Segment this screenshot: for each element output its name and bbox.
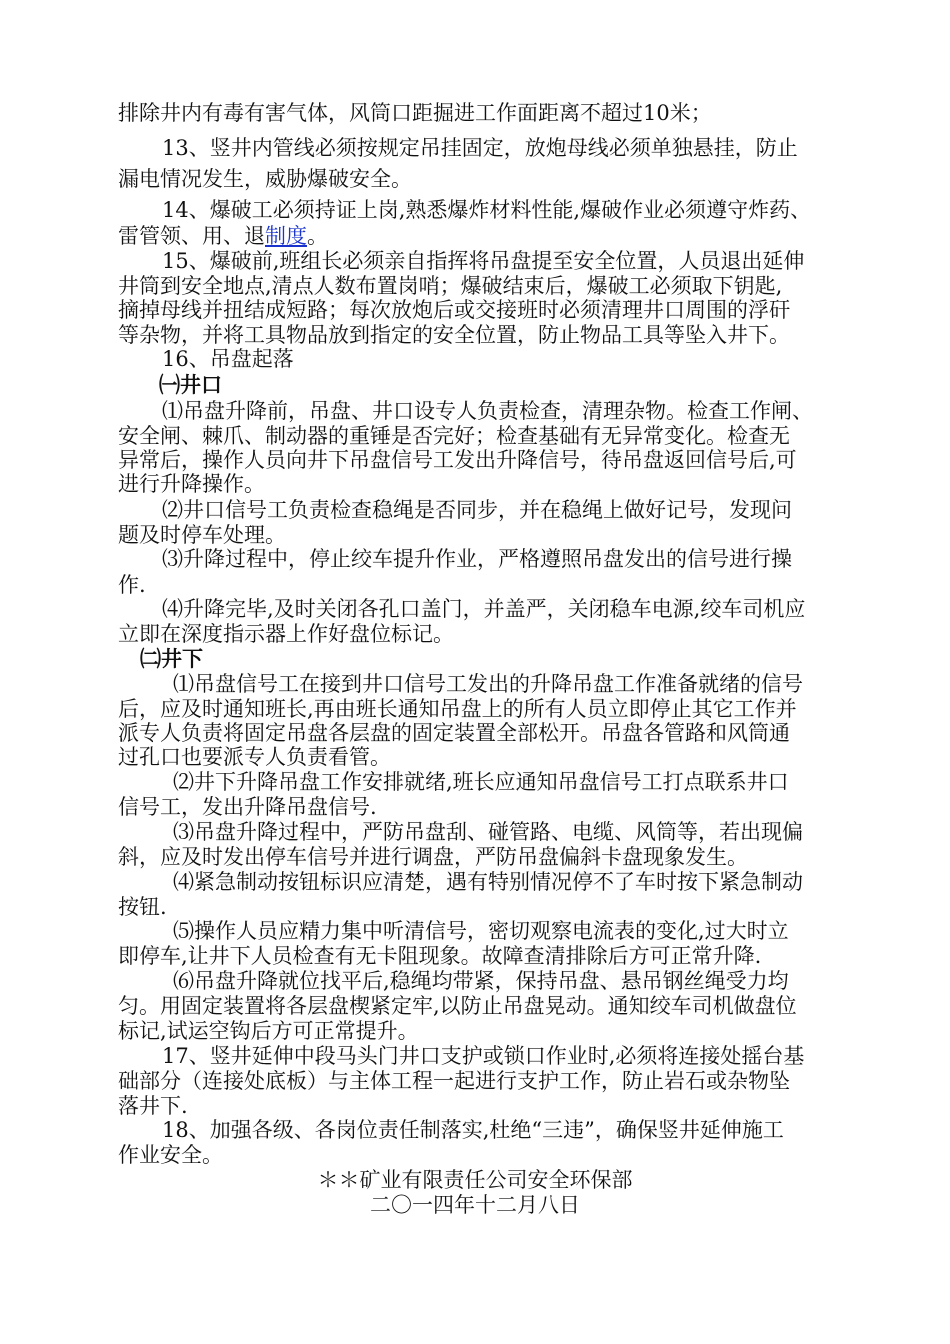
item-15-line-1: 15、爆破前,班组长必须亲自指挥将吊盘提至安全位置，人员退出延伸 bbox=[162, 249, 805, 273]
item-14-line-1: 14、爆破工必须持证上岗,熟悉爆炸材料性能,爆破作业必须遵守炸药、 bbox=[162, 198, 812, 222]
underground-1-line-4: 过孔口也要派专人负责看管。 bbox=[118, 745, 391, 769]
underground-1-line-1: ⑴吊盘信号工在接到井口信号工发出的升降吊盘工作准备就绪的信号 bbox=[173, 672, 803, 696]
wellhead-3-line-1: ⑶升降过程中，停止绞车提升作业，严格遵照吊盘发出的信号进行操 bbox=[162, 547, 792, 571]
underground-4-line-2: 按钮. bbox=[118, 895, 167, 919]
wellhead-1-line-4: 进行升降操作。 bbox=[118, 472, 265, 496]
underground-5-line-1: ⑸操作人员应精力集中听清信号，密切观察电流表的变化,过大时立 bbox=[173, 919, 789, 943]
signature-organization: ＊＊矿业有限责任公司安全环保部 bbox=[317, 1168, 633, 1192]
item-17-line-1: 17、竖井延伸中段马头门井口支护或锁口作业时,必须将连接处摇台基 bbox=[162, 1044, 805, 1068]
wellhead-4-line-1: ⑷升降完毕,及时关闭各孔口盖门，并盖严，关闭稳车电源,绞车司机应 bbox=[162, 597, 806, 621]
signature-date: 二〇一四年十二月八日 bbox=[370, 1193, 580, 1217]
underground-1-line-3: 派专人负责将固定吊盘各层盘的固定装置全部松开。吊盘各管路和风筒通 bbox=[118, 721, 790, 745]
item-18-line-2: 作业安全。 bbox=[118, 1143, 223, 1167]
wellhead-1-line-2: 安全闸、棘爪、制动器的重锤是否完好；检查基础有无异常变化。检查无 bbox=[118, 424, 790, 448]
underground-3-line-1: ⑶吊盘升降过程中，严防吊盘刮、碰管路、电缆、风筒等，若出现偏 bbox=[173, 820, 803, 844]
wellhead-1-line-3: 异常后，操作人员向井下吊盘信号工发出升降信号，待吊盘返回信号后,可 bbox=[118, 448, 797, 472]
underground-3-line-2: 斜，应及时发出停车信号并进行调盘，严防吊盘偏斜卡盘现象发生。 bbox=[118, 845, 748, 869]
wellhead-1-line-1: ⑴吊盘升降前，吊盘、井口设专人负责检查，清理杂物。检查工作闸、 bbox=[162, 399, 813, 423]
item-18-line-1: 18、加强各级、各岗位责任制落实,杜绝“三违”，确保竖井延伸施工 bbox=[162, 1118, 784, 1142]
item-13-line-2: 漏电情况发生，威胁爆破安全。 bbox=[118, 167, 412, 191]
item-16-heading: 16、吊盘起落 bbox=[162, 347, 294, 371]
item-15-line-4: 等杂物，并将工具物品放到指定的安全位置，防止物品工具等坠入井下。 bbox=[118, 323, 790, 347]
section-heading-underground: ㈡井下 bbox=[140, 647, 203, 671]
wellhead-2-line-1: ⑵井口信号工负责检查稳绳是否同步，并在稳绳上做好记号，发现问 bbox=[162, 498, 792, 522]
underground-6-line-2: 匀。用固定装置将各层盘楔紧定牢,以防止吊盘晃动。通知绞车司机做盘位 bbox=[118, 994, 797, 1018]
text-line: 排除井内有毒有害气体，风筒口距掘进工作面距离不超过10米； bbox=[118, 101, 712, 125]
underground-1-line-2: 后，应及时通知班长,再由班长通知吊盘上的所有人员立即停止其它工作并 bbox=[118, 697, 797, 721]
regulation-link[interactable]: 制度 bbox=[265, 224, 307, 248]
underground-6-line-1: ⑹吊盘升降就位找平后,稳绳均带紧，保持吊盘、悬吊钢丝绳受力均 bbox=[173, 969, 789, 993]
wellhead-4-line-2: 立即在深度指示器上作好盘位标记。 bbox=[118, 622, 454, 646]
item-14-line-2 bbox=[118, 223, 858, 250]
item-15-line-2: 井筒到安全地点,清点人数布置岗哨；爆破结束后，爆破工必须取下钥匙, bbox=[118, 274, 783, 298]
underground-2-line-1: ⑵井下升降吊盘工作安排就绪,班长应通知吊盘信号工打点联系井口 bbox=[173, 770, 789, 794]
underground-4-line-1: ⑷紧急制动按钮标识应清楚，遇有特别情况停不了车时按下紧急制动 bbox=[173, 870, 803, 894]
underground-6-line-3: 标记,试运空钩后方可正常提升。 bbox=[118, 1019, 419, 1043]
item-17-line-3: 落井下. bbox=[118, 1094, 188, 1118]
item-14-text: 雷管领、用、退 bbox=[118, 224, 265, 248]
underground-5-line-2: 即停车,让井下人员检查有无卡阻现象。故障查清排除后方可正常升降. bbox=[118, 944, 762, 968]
wellhead-3-line-2: 作. bbox=[118, 573, 146, 597]
item-14-end: 。 bbox=[307, 224, 328, 248]
wellhead-2-line-2: 题及时停车处理。 bbox=[118, 523, 286, 547]
item-17-line-2: 础部分（连接处底板）与主体工程一起进行支护工作，防止岩石或杂物坠 bbox=[118, 1069, 790, 1093]
item-13-line-1: 13、竖井内管线必须按规定吊挂固定，放炮母线必须单独悬挂，防止 bbox=[162, 136, 798, 160]
underground-2-line-2: 信号工，发出升降吊盘信号. bbox=[118, 795, 377, 819]
item-15-line-3: 摘掉母线并扭结成短路；每次放炮后或交接班时必须清理井口周围的浮矸 bbox=[118, 298, 790, 322]
section-heading-wellhead: ㈠井口 bbox=[159, 373, 222, 397]
